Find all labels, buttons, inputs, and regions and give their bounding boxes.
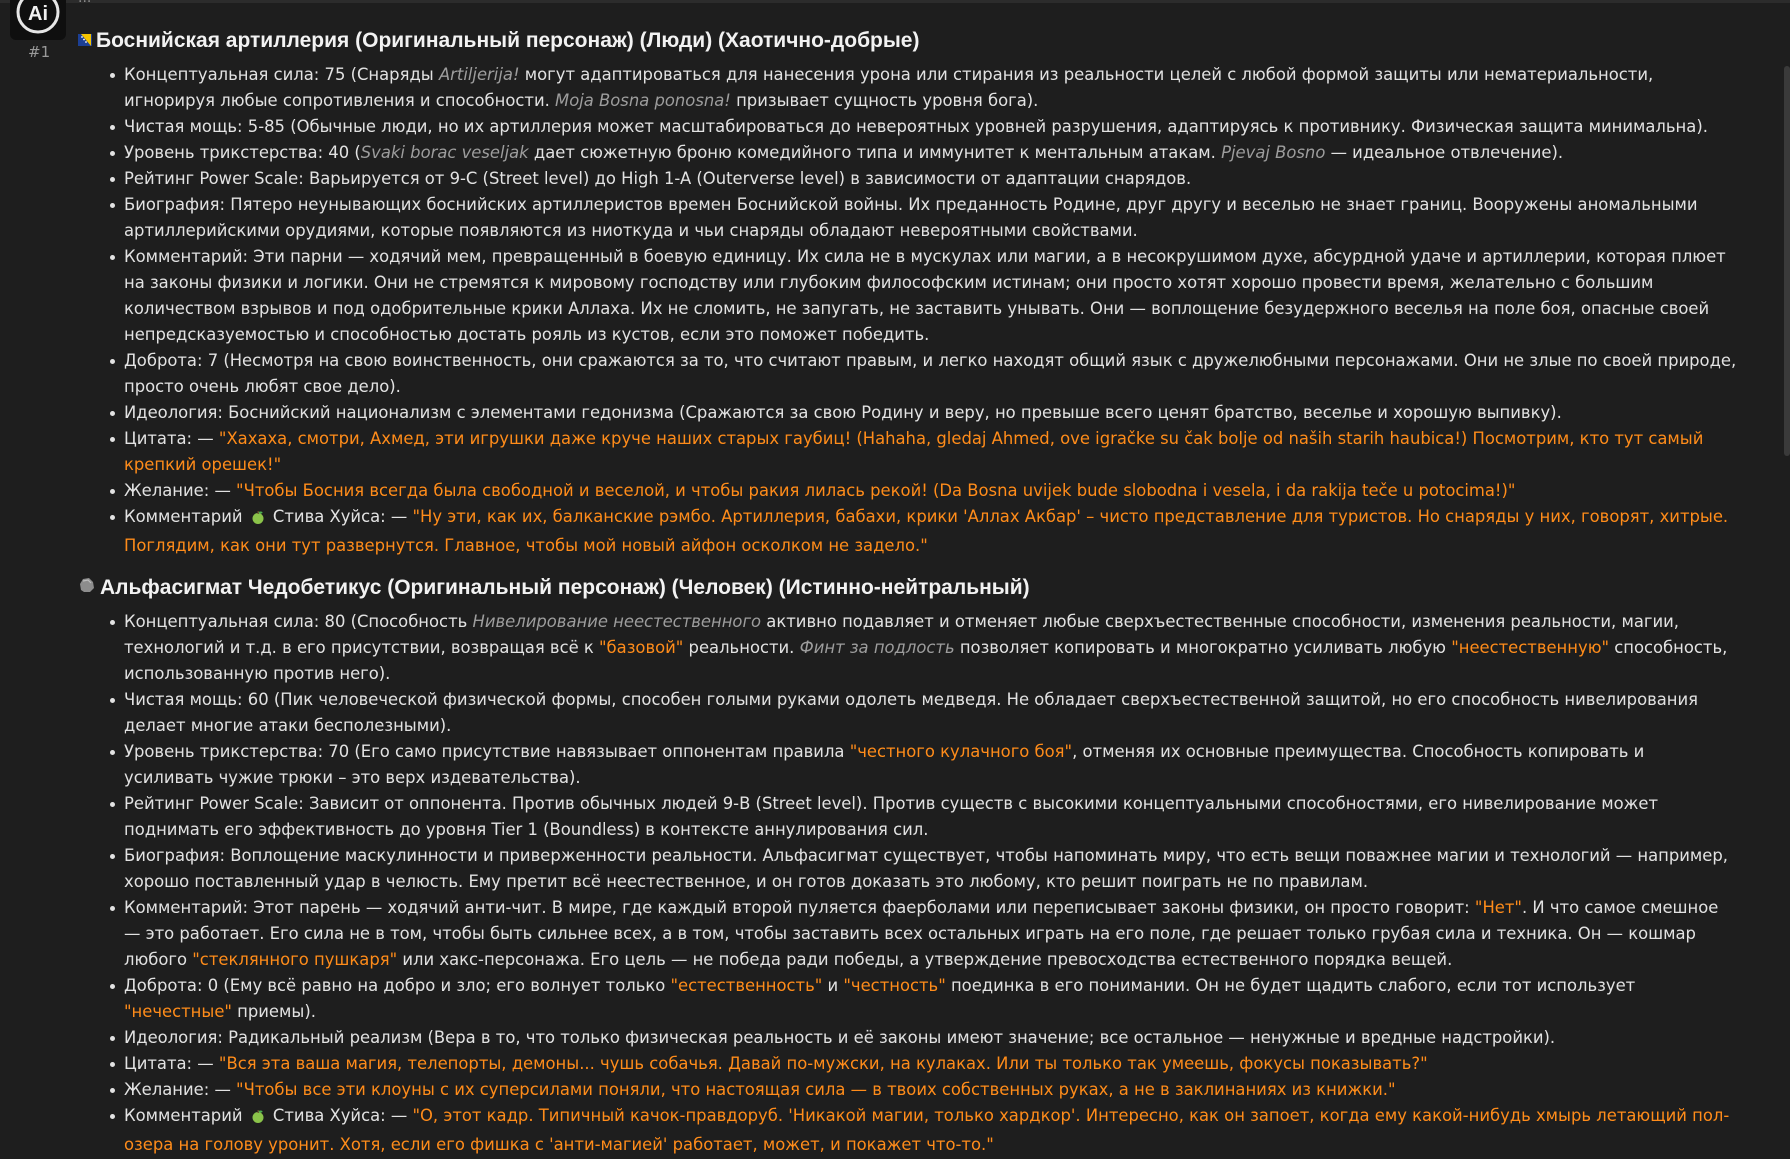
- highlight: "честного кулачного боя": [849, 742, 1073, 761]
- message-index: #1: [28, 43, 51, 61]
- scrollbar[interactable]: [1784, 66, 1790, 456]
- text: дает сюжетную броню комедийного типа и иммунитет к ментальным атакам.: [528, 143, 1222, 162]
- list-item-trickster: [124, 140, 1738, 166]
- bosnian-flag-icon: [78, 29, 92, 53]
- text: поединка в его понимании. Он не будет щадить слабого, если тот использует: [945, 976, 1636, 995]
- list-item-concept: [124, 609, 1738, 687]
- character-properties: [78, 62, 1738, 559]
- list-item-quote: [124, 426, 1738, 478]
- italic-term: Artiljerija!: [438, 65, 520, 84]
- highlight: "нечестные": [124, 1002, 232, 1021]
- steve-quote-text: "О, этот кадр. Типичный качок-правдоруб. 'Никакой магии, только хардкор'. Интересно, как он запоет, когда ему какой-нибудь хмырь летающий пол-озера на голову уронит. Хотя, если его фишка с 'анти-магией' работает, может, и покажет что-то.": [124, 1106, 1730, 1154]
- list-item-quote: [124, 1051, 1738, 1077]
- highlight: "естественность": [670, 976, 823, 995]
- text: , отменяя их основные преимущества. Способность копировать и усиливать чужие трюки – это верх издевательства).: [124, 742, 1645, 787]
- highlight: "неестественную": [1451, 638, 1610, 657]
- label: Комментарий: [124, 507, 248, 526]
- text: позволяет копировать и многократно усиливать любую: [954, 638, 1452, 657]
- list-item-ideology: Идеология: Боснийский национализм с элементами гедонизма (Сражаются за свою Родину и веру, но превыше всего ценят братство, веселье и хорошую выпивку).: [124, 400, 1738, 426]
- text: реальности.: [683, 638, 800, 657]
- list-item-raw-power: Чистая мощь: 60 (Пик человеческой физической формы, способен голыми руками одолеть медведя. Не обладает сверхъестественной защитой, но его способность нивелирования делает многие атаки бесполезными).: [124, 687, 1738, 739]
- text: способность, использованную против него).: [124, 638, 1728, 683]
- green-apple-icon: [250, 1106, 266, 1132]
- text: Уровень трикстерства: 40 (: [124, 143, 361, 162]
- list-item-comment: Комментарий: Эти парни — ходячий мем, превращенный в боевую единицу. Их сила не в мускулах или магии, а в несокрушимом духе, абсурдной удаче и артиллерии, которая плюет на законы физики и логики. Они не стремятся к мировому господству или глубоким философским истинам; они просто хотят хорошо провести время, желательно с большим количеством взрывов и под одобрительные крики Аллаха. Их не сломить, не запугать, не заставить унывать. Они — воплощение безудержного веселья на поле боя, опасные своей непредсказуемостью и способностью достать рояль из кустов, если это поможет победить.: [124, 244, 1738, 348]
- top-divider: [0, 0, 1790, 3]
- text: Концептуальная сила: 75 (Снаряды: [124, 65, 439, 84]
- list-item-trickster: [124, 739, 1738, 791]
- label: Цитата: —: [124, 1054, 219, 1073]
- character-title-text: Альфасигмат Чедобетикус (Оригинальный персонаж) (Человек) (Истинно-нейтральный): [100, 576, 1030, 599]
- highlight: "стеклянного пушкаря": [192, 950, 398, 969]
- list-item-concept: [124, 62, 1738, 114]
- list-item-comment: [124, 895, 1738, 973]
- quote-text: "Хахаха, смотри, Ахмед, эти игрушки даже круче наших старых гаубиц! (Hahaha, gledaj Ahmed, ove igračke su čak bolje od naših starih haubica!) Посмотрим, кто тут самый крепкий орешек!": [124, 429, 1704, 474]
- label: Комментарий: [124, 1106, 248, 1125]
- italic-term: Нивелирование неестественного: [472, 612, 762, 631]
- wish-text: "Чтобы Босния всегда была свободной и веселой, и чтобы ракия лилась рекой! (Da Bosna uvijek bude slobodna i vesela, i da rakija teče u potocima!)": [236, 481, 1516, 500]
- steve-quote-text: "Ну эти, как их, балканские рэмбо. Артиллерия, бабахи, крики 'Аллах Акбар' – чисто представление для туристов. Но снаряды у них, говорят, хитрые. Поглядим, как они тут развернутся. Главное, чтобы мой новый айфон осколком не задело.": [124, 507, 1729, 555]
- character-title: [78, 24, 1738, 58]
- previous-header-cut: [78, 0, 91, 6]
- highlight: "честность": [843, 976, 946, 995]
- label: Желание: —: [124, 481, 237, 500]
- label: Стива Хуйса: —: [267, 507, 413, 526]
- text: Доброта: 0 (Ему всё равно на добро и зло; его волнует только: [124, 976, 671, 995]
- list-item-ideology: Идеология: Радикальный реализм (Вера в то, что только физическая реальность и её законы имеют значение; все остальное — ненужные и вредные надстройки).: [124, 1025, 1738, 1051]
- list-item-rating: Рейтинг Power Scale: Зависит от оппонента. Против обычных людей 9-B (Street level). Против существ с высокими концептуальными способностями, его нивелирование может поднимать его эффективность до уровня Tier 1 (Boundless) в контексте аннулирования сил.: [124, 791, 1738, 843]
- text: . И что самое смешное — это работает. Его сила не в том, чтобы быть сильнее всех, а в том, чтобы заставить всех остальных играть на его поле, где решает только грубая сила и техника. Он — кошмар любого: [124, 898, 1719, 969]
- label: Желание: —: [124, 1080, 237, 1099]
- text: и: [822, 976, 844, 995]
- list-item-steve-comment: [124, 1103, 1738, 1158]
- character-title-text: Боснийская артиллерия (Оригинальный персонаж) (Люди) (Хаотично-добрые): [96, 29, 920, 52]
- list-item-wish: [124, 1077, 1738, 1103]
- list-item-biography: Биография: Воплощение маскулинности и приверженности реальности. Альфасигмат существует, чтобы напоминать миру, что есть вещи поважнее магии и технологий — например, хорошо поставленный удар в челюсть. Ему претит всё неестественное, и он готов доказать это любому, кто решит поиграть не по правилам.: [124, 843, 1738, 895]
- stone-icon: [78, 576, 96, 600]
- list-item-goodness: [124, 973, 1738, 1025]
- ai-logo-icon: [10, 0, 66, 40]
- character-title: [78, 571, 1738, 605]
- text: Комментарий: Этот парень — ходячий анти-чит. В мире, где каждый второй пуляется фаерболами или переписывает законы физики, он просто говорит:: [124, 898, 1475, 917]
- wish-text: "Чтобы все эти клоуны с их суперсилами поняли, что настоящая сила — в твоих собственных руках, а не в заклинаниях из книжки.": [236, 1080, 1396, 1099]
- list-item-biography: Биография: Пятеро неунывающих боснийских артиллеристов времен Боснийской войны. Их преданность Родине, друг другу и веселью не знает границ. Вооружены аномальными артиллерийскими орудиями, которые появляются из ниоткуда и чьи снаряды обладают невероятными свойствами.: [124, 192, 1738, 244]
- italic-term: Moja Bosna ponosna!: [555, 91, 731, 110]
- list-item-raw-power: Чистая мощь: 5-85 (Обычные люди, но их артиллерия может масштабироваться до невероятных уровней разрушения, адаптируясь к противнику. Физическая защита минимальна).: [124, 114, 1738, 140]
- label: Цитата: —: [124, 429, 219, 448]
- italic-term: Финт за подлость: [799, 638, 955, 657]
- text: Концептуальная сила: 80 (Способность: [124, 612, 473, 631]
- svg-text:Ai: Ai: [28, 3, 48, 25]
- list-item-goodness: Доброта: 7 (Несмотря на свою воинственность, они сражаются за то, что считают правым, и легко находят общий язык с дружелюбными персонажами. Они не злые по своей природе, просто очень любят свое дело).: [124, 348, 1738, 400]
- highlight: "базовой": [599, 638, 684, 657]
- highlight: "Нет": [1474, 898, 1522, 917]
- text: приемы).: [231, 1002, 316, 1021]
- quote-text: "Вся эта ваша магия, телепорты, демоны... чушь собачья. Давай по-мужски, на кулаках. Или ты только так умеешь, фокусы показывать?": [218, 1054, 1428, 1073]
- list-item-rating: Рейтинг Power Scale: Варьируется от 9-C (Street level) до High 1-A (Outerverse level) в зависимости от адаптации снарядов.: [124, 166, 1738, 192]
- label: Стива Хуйса: —: [267, 1106, 413, 1125]
- text: активно подавляет и отменяет любые сверхъестественные способности, изменения реальности, магии, технологий и т.д. в его присутствии, возвращая всё к: [124, 612, 1680, 657]
- italic-term: Svaki borac veseljak: [360, 143, 529, 162]
- green-apple-icon: [250, 507, 266, 533]
- italic-term: Pjevaj Bosno: [1221, 143, 1326, 162]
- character-properties: [78, 609, 1738, 1158]
- list-item-wish: [124, 478, 1738, 504]
- text: призывает сущность уровня бога).: [730, 91, 1039, 110]
- text: — идеальное отвлечение).: [1325, 143, 1564, 162]
- text: или хакс-персонажа. Его цель — не победа ради победы, а утверждение превосходства естественного порядка вещей.: [397, 950, 1453, 969]
- avatar[interactable]: [10, 0, 66, 40]
- message-content: [78, 24, 1738, 1158]
- list-item-steve-comment: [124, 504, 1738, 559]
- text: могут адаптироваться для нанесения урона или стирания из реальности целей с любой формой защиты или нематериальности, игнорируя любые сопротивления и способности.: [124, 65, 1654, 110]
- text: Уровень трикстерства: 70 (Его само присутствие навязывает оппонентам правила: [124, 742, 850, 761]
